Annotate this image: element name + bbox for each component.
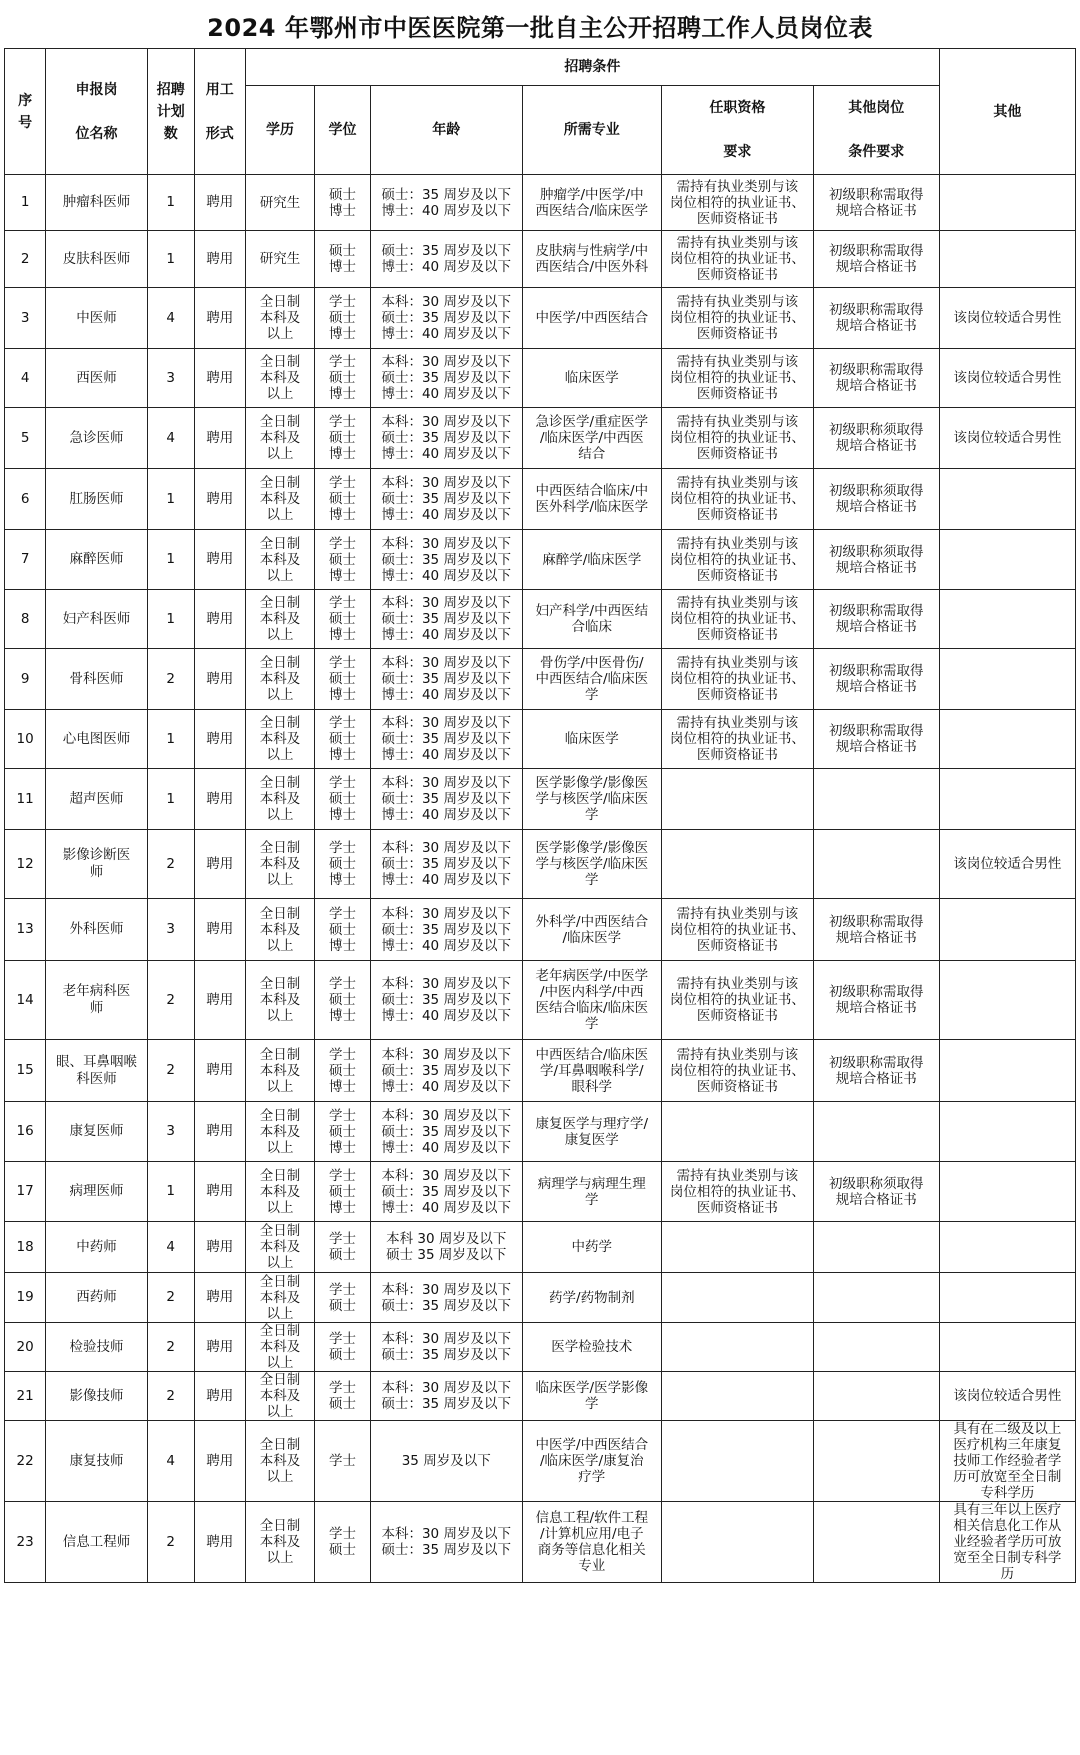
cell-seq: 3: [5, 288, 46, 349]
cell-position: 超声医师: [46, 769, 148, 830]
cell-seq: 6: [5, 469, 46, 530]
cell-age: 本科：30 周岁及以下 硕士：35 周岁及以下 博士：40 周岁及以下: [370, 899, 522, 961]
cell-other-requirements: [813, 1273, 939, 1323]
cell-other-requirements: [813, 1323, 939, 1372]
cell-count: 2: [147, 649, 194, 710]
cell-seq: 16: [5, 1102, 46, 1162]
cell-seq: 2: [5, 231, 46, 288]
cell-position: 老年病科医 师: [46, 961, 148, 1040]
cell-employment-form: 聘用: [194, 1222, 245, 1273]
cell-education: 全日制 本科及 以上: [245, 1372, 314, 1421]
cell-other-requirements: 初级职称需取得 规培合格证书: [813, 649, 939, 710]
cell-major: 病理学与病理生理 学: [522, 1162, 661, 1222]
cell-seq: 22: [5, 1421, 46, 1502]
cell-education: 全日制 本科及 以上: [245, 590, 314, 649]
cell-employment-form: 聘用: [194, 961, 245, 1040]
cell-seq: 19: [5, 1273, 46, 1323]
cell-major: 麻醉学/临床医学: [522, 530, 661, 590]
cell-other: [939, 710, 1075, 769]
table-row: [5, 288, 1076, 349]
cell-degree: 学士 硕士 博士: [315, 769, 371, 830]
cell-other: [939, 590, 1075, 649]
cell-education: 全日制 本科及 以上: [245, 349, 314, 408]
cell-other-requirements: [813, 1421, 939, 1502]
cell-employment-form: 聘用: [194, 1421, 245, 1502]
cell-age: 本科 30 周岁及以下 硕士 35 周岁及以下: [370, 1222, 522, 1273]
cell-degree: 学士 硕士: [315, 1273, 371, 1323]
cell-position: 影像技师: [46, 1372, 148, 1421]
cell-education: 研究生: [245, 231, 314, 288]
cell-position: 信息工程师: [46, 1502, 148, 1583]
header-age: 年龄: [370, 86, 522, 175]
table-body: [5, 175, 1076, 1583]
cell-qualification: 需持有执业类别与该 岗位相符的执业证书、 医师资格证书: [662, 710, 814, 769]
cell-other: [939, 469, 1075, 530]
cell-seq: 18: [5, 1222, 46, 1273]
cell-qualification: 需持有执业类别与该 岗位相符的执业证书、 医师资格证书: [662, 408, 814, 469]
cell-employment-form: 聘用: [194, 769, 245, 830]
cell-qualification: 需持有执业类别与该 岗位相符的执业证书、 医师资格证书: [662, 469, 814, 530]
cell-age: 本科：30 周岁及以下 硕士：35 周岁及以下: [370, 1502, 522, 1583]
cell-seq: 21: [5, 1372, 46, 1421]
cell-position: 中医师: [46, 288, 148, 349]
cell-other-requirements: 初级职称须取得 规培合格证书: [813, 1162, 939, 1222]
cell-employment-form: 聘用: [194, 175, 245, 231]
cell-other: [939, 899, 1075, 961]
cell-qualification: 需持有执业类别与该 岗位相符的执业证书、 医师资格证书: [662, 961, 814, 1040]
cell-degree: 学士 硕士 博士: [315, 1162, 371, 1222]
cell-major: 妇产科学/中西医结 合临床: [522, 590, 661, 649]
cell-qualification: 需持有执业类别与该 岗位相符的执业证书、 医师资格证书: [662, 590, 814, 649]
cell-employment-form: 聘用: [194, 408, 245, 469]
cell-position: 中药师: [46, 1222, 148, 1273]
cell-education: 全日制 本科及 以上: [245, 961, 314, 1040]
cell-other: [939, 1040, 1075, 1102]
table-row: [5, 1323, 1076, 1372]
cell-degree: 学士 硕士 博士: [315, 899, 371, 961]
cell-major: 皮肤病与性病学/中 西医结合/中医外科: [522, 231, 661, 288]
cell-position: 妇产科医师: [46, 590, 148, 649]
cell-age: 硕士：35 周岁及以下 博士：40 周岁及以下: [370, 175, 522, 231]
cell-other: 具有三年以上医疗 相关信息化工作从 业经验者学历可放 宽至全日制专科学 历: [939, 1502, 1075, 1583]
cell-other-requirements: 初级职称需取得 规培合格证书: [813, 1040, 939, 1102]
cell-other: [939, 1102, 1075, 1162]
cell-seq: 7: [5, 530, 46, 590]
cell-employment-form: 聘用: [194, 349, 245, 408]
cell-education: 全日制 本科及 以上: [245, 1162, 314, 1222]
cell-other-requirements: [813, 1222, 939, 1273]
cell-major: 肿瘤学/中医学/中 西医结合/临床医学: [522, 175, 661, 231]
cell-qualification: [662, 1273, 814, 1323]
cell-education: 全日制 本科及 以上: [245, 649, 314, 710]
cell-qualification: 需持有执业类别与该 岗位相符的执业证书、 医师资格证书: [662, 649, 814, 710]
cell-other: 该岗位较适合男性: [939, 349, 1075, 408]
cell-qualification: 需持有执业类别与该 岗位相符的执业证书、 医师资格证书: [662, 231, 814, 288]
cell-major: 中西医结合/临床医 学/耳鼻咽喉科学/ 眼科学: [522, 1040, 661, 1102]
header-other: 其他: [939, 49, 1075, 175]
cell-major: 医学检验技术: [522, 1323, 661, 1372]
cell-position: 外科医师: [46, 899, 148, 961]
cell-qualification: [662, 1102, 814, 1162]
cell-position: 肿瘤科医师: [46, 175, 148, 231]
cell-degree: 学士 硕士: [315, 1222, 371, 1273]
cell-education: 全日制 本科及 以上: [245, 1222, 314, 1273]
cell-degree: 学士 硕士 博士: [315, 408, 371, 469]
cell-employment-form: 聘用: [194, 590, 245, 649]
cell-qualification: 需持有执业类别与该 岗位相符的执业证书、 医师资格证书: [662, 175, 814, 231]
cell-employment-form: 聘用: [194, 288, 245, 349]
cell-major: 中药学: [522, 1222, 661, 1273]
table-row: [5, 1273, 1076, 1323]
cell-age: 本科：30 周岁及以下 硕士：35 周岁及以下: [370, 1273, 522, 1323]
cell-other-requirements: 初级职称需取得 规培合格证书: [813, 288, 939, 349]
cell-position: 西药师: [46, 1273, 148, 1323]
cell-count: 2: [147, 1323, 194, 1372]
header-conditions: 招聘条件: [245, 49, 939, 86]
cell-position: 肛肠医师: [46, 469, 148, 530]
cell-count: 2: [147, 961, 194, 1040]
cell-major: 中医学/中西医结合 /临床医学/康复治 疗学: [522, 1421, 661, 1502]
cell-major: 康复医学与理疗学/ 康复医学: [522, 1102, 661, 1162]
cell-major: 临床医学: [522, 349, 661, 408]
cell-other-requirements: 初级职称须取得 规培合格证书: [813, 408, 939, 469]
cell-qualification: 需持有执业类别与该 岗位相符的执业证书、 医师资格证书: [662, 349, 814, 408]
table-row: [5, 231, 1076, 288]
cell-degree: 学士 硕士: [315, 1323, 371, 1372]
cell-count: 3: [147, 1102, 194, 1162]
header-seq: 序 号: [5, 49, 46, 175]
cell-seq: 15: [5, 1040, 46, 1102]
cell-other: [939, 1222, 1075, 1273]
cell-degree: 硕士 博士: [315, 175, 371, 231]
header-employment-form: 用工 形式: [194, 49, 245, 175]
cell-count: 2: [147, 1273, 194, 1323]
cell-education: 全日制 本科及 以上: [245, 469, 314, 530]
cell-qualification: [662, 1421, 814, 1502]
cell-employment-form: 聘用: [194, 1502, 245, 1583]
cell-age: 本科：30 周岁及以下 硕士：35 周岁及以下 博士：40 周岁及以下: [370, 961, 522, 1040]
cell-major: 中医学/中西医结合: [522, 288, 661, 349]
cell-other: [939, 1273, 1075, 1323]
cell-seq: 4: [5, 349, 46, 408]
cell-major: 骨伤学/中医骨伤/ 中西医结合/临床医 学: [522, 649, 661, 710]
table-row: [5, 469, 1076, 530]
table-row: [5, 1102, 1076, 1162]
cell-education: 全日制 本科及 以上: [245, 1102, 314, 1162]
cell-education: 全日制 本科及 以上: [245, 1273, 314, 1323]
cell-employment-form: 聘用: [194, 530, 245, 590]
cell-count: 4: [147, 1222, 194, 1273]
cell-age: 本科：30 周岁及以下 硕士：35 周岁及以下 博士：40 周岁及以下: [370, 349, 522, 408]
table-row: [5, 830, 1076, 899]
cell-position: 皮肤科医师: [46, 231, 148, 288]
cell-count: 1: [147, 231, 194, 288]
table-row: [5, 899, 1076, 961]
cell-degree: 学士 硕士 博士: [315, 649, 371, 710]
header-qualification: 任职资格 要求: [662, 86, 814, 175]
header-position: 申报岗 位名称: [46, 49, 148, 175]
cell-other: 该岗位较适合男性: [939, 408, 1075, 469]
cell-degree: 学士 硕士 博士: [315, 1102, 371, 1162]
cell-other-requirements: [813, 1502, 939, 1583]
cell-employment-form: 聘用: [194, 710, 245, 769]
cell-other: [939, 961, 1075, 1040]
table-row: [5, 1222, 1076, 1273]
cell-count: 3: [147, 349, 194, 408]
cell-seq: 9: [5, 649, 46, 710]
cell-count: 1: [147, 469, 194, 530]
cell-qualification: 需持有执业类别与该 岗位相符的执业证书、 医师资格证书: [662, 1040, 814, 1102]
cell-employment-form: 聘用: [194, 1162, 245, 1222]
cell-employment-form: 聘用: [194, 1273, 245, 1323]
cell-seq: 10: [5, 710, 46, 769]
cell-major: 老年病医学/中医学 /中医内科学/中西 医结合临床/临床医 学: [522, 961, 661, 1040]
cell-employment-form: 聘用: [194, 649, 245, 710]
cell-degree: 学士 硕士 博士: [315, 590, 371, 649]
cell-position: 心电图医师: [46, 710, 148, 769]
cell-other-requirements: 初级职称需取得 规培合格证书: [813, 899, 939, 961]
cell-education: 全日制 本科及 以上: [245, 408, 314, 469]
cell-other-requirements: 初级职称须取得 规培合格证书: [813, 469, 939, 530]
table-row: [5, 349, 1076, 408]
cell-major: 临床医学: [522, 710, 661, 769]
cell-other: [939, 530, 1075, 590]
cell-count: 1: [147, 1162, 194, 1222]
cell-qualification: [662, 769, 814, 830]
cell-other-requirements: 初级职称须取得 规培合格证书: [813, 530, 939, 590]
cell-other-requirements: 初级职称需取得 规培合格证书: [813, 710, 939, 769]
cell-seq: 12: [5, 830, 46, 899]
cell-other: [939, 175, 1075, 231]
table-row: [5, 769, 1076, 830]
cell-seq: 5: [5, 408, 46, 469]
cell-education: 全日制 本科及 以上: [245, 710, 314, 769]
cell-education: 全日制 本科及 以上: [245, 899, 314, 961]
cell-position: 眼、耳鼻咽喉 科医师: [46, 1040, 148, 1102]
cell-other: [939, 231, 1075, 288]
cell-count: 1: [147, 175, 194, 231]
cell-position: 急诊医师: [46, 408, 148, 469]
cell-age: 本科：30 周岁及以下 硕士：35 周岁及以下 博士：40 周岁及以下: [370, 1162, 522, 1222]
cell-age: 35 周岁及以下: [370, 1421, 522, 1502]
cell-other: 该岗位较适合男性: [939, 1372, 1075, 1421]
table-row: [5, 1502, 1076, 1583]
cell-degree: 硕士 博士: [315, 231, 371, 288]
cell-age: 本科：30 周岁及以下 硕士：35 周岁及以下 博士：40 周岁及以下: [370, 530, 522, 590]
cell-age: 本科：30 周岁及以下 硕士：35 周岁及以下 博士：40 周岁及以下: [370, 830, 522, 899]
cell-major: 急诊医学/重症医学 /临床医学/中西医 结合: [522, 408, 661, 469]
cell-age: 本科：30 周岁及以下 硕士：35 周岁及以下 博士：40 周岁及以下: [370, 1102, 522, 1162]
cell-degree: 学士 硕士 博士: [315, 710, 371, 769]
cell-other-requirements: 初级职称需取得 规培合格证书: [813, 961, 939, 1040]
header-degree: 学位: [315, 86, 371, 175]
cell-count: 2: [147, 1502, 194, 1583]
cell-employment-form: 聘用: [194, 469, 245, 530]
cell-other: 具有在二级及以上 医疗机构三年康复 技师工作经验者学 历可放宽至全日制 专科学历: [939, 1421, 1075, 1502]
cell-degree: 学士 硕士 博士: [315, 1040, 371, 1102]
cell-seq: 13: [5, 899, 46, 961]
cell-position: 康复技师: [46, 1421, 148, 1502]
cell-other: [939, 649, 1075, 710]
cell-count: 4: [147, 288, 194, 349]
cell-employment-form: 聘用: [194, 830, 245, 899]
cell-education: 全日制 本科及 以上: [245, 1040, 314, 1102]
cell-education: 全日制 本科及 以上: [245, 530, 314, 590]
header-education: 学历: [245, 86, 314, 175]
cell-position: 西医师: [46, 349, 148, 408]
cell-degree: 学士 硕士 博士: [315, 830, 371, 899]
cell-qualification: [662, 1372, 814, 1421]
cell-seq: 23: [5, 1502, 46, 1583]
cell-employment-form: 聘用: [194, 1323, 245, 1372]
cell-major: 信息工程/软件工程 /计算机应用/电子 商务等信息化相关 专业: [522, 1502, 661, 1583]
cell-seq: 14: [5, 961, 46, 1040]
cell-count: 1: [147, 590, 194, 649]
cell-age: 本科：30 周岁及以下 硕士：35 周岁及以下 博士：40 周岁及以下: [370, 590, 522, 649]
cell-count: 2: [147, 830, 194, 899]
cell-major: 医学影像学/影像医 学与核医学/临床医 学: [522, 830, 661, 899]
header-other-requirements: 其他岗位 条件要求: [813, 86, 939, 175]
cell-other: [939, 769, 1075, 830]
cell-count: 2: [147, 1372, 194, 1421]
cell-qualification: [662, 1222, 814, 1273]
cell-other-requirements: [813, 830, 939, 899]
cell-qualification: [662, 1502, 814, 1583]
table-row: [5, 408, 1076, 469]
cell-other-requirements: 初级职称需取得 规培合格证书: [813, 349, 939, 408]
cell-education: 全日制 本科及 以上: [245, 1502, 314, 1583]
cell-employment-form: 聘用: [194, 1102, 245, 1162]
cell-count: 1: [147, 530, 194, 590]
cell-position: 影像诊断医 师: [46, 830, 148, 899]
cell-age: 本科：30 周岁及以下 硕士：35 周岁及以下 博士：40 周岁及以下: [370, 710, 522, 769]
table-row: [5, 961, 1076, 1040]
cell-count: 1: [147, 710, 194, 769]
cell-employment-form: 聘用: [194, 231, 245, 288]
header-count: 招聘 计划 数: [147, 49, 194, 175]
cell-other: 该岗位较适合男性: [939, 830, 1075, 899]
cell-qualification: 需持有执业类别与该 岗位相符的执业证书、 医师资格证书: [662, 899, 814, 961]
cell-count: 3: [147, 899, 194, 961]
cell-major: 医学影像学/影像医 学与核医学/临床医 学: [522, 769, 661, 830]
cell-age: 本科：30 周岁及以下 硕士：35 周岁及以下 博士：40 周岁及以下: [370, 649, 522, 710]
cell-count: 4: [147, 408, 194, 469]
cell-employment-form: 聘用: [194, 899, 245, 961]
cell-count: 4: [147, 1421, 194, 1502]
cell-employment-form: 聘用: [194, 1040, 245, 1102]
cell-other: [939, 1162, 1075, 1222]
cell-age: 硕士：35 周岁及以下 博士：40 周岁及以下: [370, 231, 522, 288]
table-row: [5, 649, 1076, 710]
cell-qualification: 需持有执业类别与该 岗位相符的执业证书、 医师资格证书: [662, 288, 814, 349]
cell-position: 康复医师: [46, 1102, 148, 1162]
cell-other-requirements: [813, 1372, 939, 1421]
recruitment-table: [4, 48, 1076, 1583]
cell-other-requirements: [813, 769, 939, 830]
cell-qualification: [662, 1323, 814, 1372]
cell-age: 本科：30 周岁及以下 硕士：35 周岁及以下: [370, 1323, 522, 1372]
cell-age: 本科：30 周岁及以下 硕士：35 周岁及以下: [370, 1372, 522, 1421]
cell-position: 病理医师: [46, 1162, 148, 1222]
cell-count: 1: [147, 769, 194, 830]
cell-other-requirements: 初级职称需取得 规培合格证书: [813, 231, 939, 288]
cell-other-requirements: [813, 1102, 939, 1162]
cell-seq: 8: [5, 590, 46, 649]
cell-count: 2: [147, 1040, 194, 1102]
cell-position: 麻醉医师: [46, 530, 148, 590]
cell-other: [939, 1323, 1075, 1372]
cell-age: 本科：30 周岁及以下 硕士：35 周岁及以下 博士：40 周岁及以下: [370, 769, 522, 830]
cell-degree: 学士 硕士 博士: [315, 530, 371, 590]
cell-seq: 11: [5, 769, 46, 830]
table-row: [5, 530, 1076, 590]
cell-qualification: [662, 830, 814, 899]
table-row: [5, 1162, 1076, 1222]
cell-seq: 17: [5, 1162, 46, 1222]
cell-age: 本科：30 周岁及以下 硕士：35 周岁及以下 博士：40 周岁及以下: [370, 1040, 522, 1102]
cell-age: 本科：30 周岁及以下 硕士：35 周岁及以下 博士：40 周岁及以下: [370, 288, 522, 349]
cell-degree: 学士 硕士 博士: [315, 469, 371, 530]
cell-degree: 学士 硕士: [315, 1502, 371, 1583]
cell-education: 研究生: [245, 175, 314, 231]
cell-degree: 学士 硕士 博士: [315, 961, 371, 1040]
cell-education: 全日制 本科及 以上: [245, 830, 314, 899]
cell-qualification: 需持有执业类别与该 岗位相符的执业证书、 医师资格证书: [662, 1162, 814, 1222]
cell-other-requirements: 初级职称需取得 规培合格证书: [813, 590, 939, 649]
cell-degree: 学士 硕士: [315, 1372, 371, 1421]
cell-qualification: 需持有执业类别与该 岗位相符的执业证书、 医师资格证书: [662, 530, 814, 590]
table-row: [5, 1372, 1076, 1421]
cell-age: 本科：30 周岁及以下 硕士：35 周岁及以下 博士：40 周岁及以下: [370, 469, 522, 530]
document-title: 2024 年鄂州市中医医院第一批自主公开招聘工作人员岗位表: [207, 14, 873, 42]
cell-education: 全日制 本科及 以上: [245, 1421, 314, 1502]
cell-degree: 学士: [315, 1421, 371, 1502]
cell-degree: 学士 硕士 博士: [315, 349, 371, 408]
header-major: 所需专业: [522, 86, 661, 175]
table-row: [5, 590, 1076, 649]
cell-seq: 1: [5, 175, 46, 231]
table-row: [5, 1040, 1076, 1102]
cell-degree: 学士 硕士 博士: [315, 288, 371, 349]
cell-position: 骨科医师: [46, 649, 148, 710]
cell-education: 全日制 本科及 以上: [245, 769, 314, 830]
cell-major: 中西医结合临床/中 医外科学/临床医学: [522, 469, 661, 530]
cell-education: 全日制 本科及 以上: [245, 1323, 314, 1372]
cell-other-requirements: 初级职称需取得 规培合格证书: [813, 175, 939, 231]
cell-education: 全日制 本科及 以上: [245, 288, 314, 349]
cell-employment-form: 聘用: [194, 1372, 245, 1421]
table-row: [5, 710, 1076, 769]
cell-position: 检验技师: [46, 1323, 148, 1372]
cell-other: 该岗位较适合男性: [939, 288, 1075, 349]
table-row: [5, 1421, 1076, 1502]
cell-seq: 20: [5, 1323, 46, 1372]
cell-major: 药学/药物制剂: [522, 1273, 661, 1323]
table-row: [5, 175, 1076, 231]
cell-age: 本科：30 周岁及以下 硕士：35 周岁及以下 博士：40 周岁及以下: [370, 408, 522, 469]
cell-major: 临床医学/医学影像 学: [522, 1372, 661, 1421]
cell-major: 外科学/中西医结合 /临床医学: [522, 899, 661, 961]
